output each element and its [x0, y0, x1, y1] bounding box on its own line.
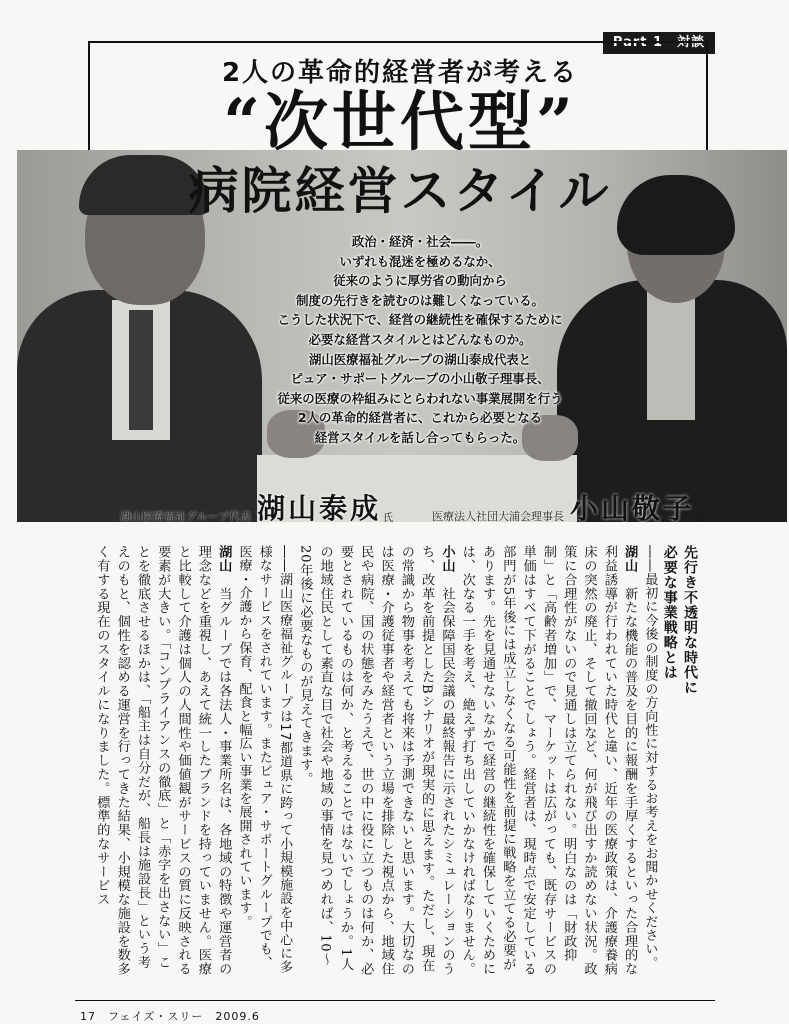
answer-paragraph: [294, 545, 456, 983]
right-caption: [432, 492, 706, 524]
left-caption-org: 湖山医療福祉グループ代表: [120, 510, 252, 523]
lead-line: 従来の医療の枠組みにとらわれない事業展開を行う: [277, 390, 563, 406]
speaker-name: 湖山: [622, 545, 638, 573]
speaker-name: 湖山: [216, 545, 232, 573]
right-person-blouse: [647, 290, 695, 420]
answer-paragraph: [456, 545, 639, 983]
lead-line: ピュア・サポートグループの小山敬子理事長、: [290, 371, 550, 387]
sub-title: 病院経営スタイル: [188, 161, 612, 220]
lead-text: [200, 232, 640, 448]
interview-question: ――最初に今後の制度の方向性に対するお考えをお聞かせください。: [642, 545, 658, 970]
article-body: [88, 545, 700, 983]
lead-line: こうした状況下で、経営の継続性を確保するために: [277, 312, 563, 328]
right-caption-name: 小山敬子: [570, 492, 695, 525]
page-footer: 17 フェイズ・スリー 2009.6: [80, 1010, 260, 1023]
answer-paragraph: [91, 545, 233, 983]
section-heading: 先行き不透明な時代に: [682, 545, 698, 695]
frame-top-rule: [88, 41, 708, 43]
main-title: “次世代型”: [223, 85, 577, 160]
section-heading: 必要な事業戦略とは: [661, 545, 678, 680]
answer-text: 新たな機能の普及を目的に報酬を手厚くするといった合理的な利益誘導が行われていた時代と違い、近年の医療政策は、介護療養病床の突然の廃止、そして撤回など、何が飛び出すか読めない状況。政策に合理性がないので見通しは立てられない。明白なのは「財政抑制」と「高齢者増加」で、マーケットは広がっても、既存サービスの単価はすべて下がることでしょう。経営者は、現時点で安定している部門が5年後には成立しなくなる可能性を前提に戦略を立てる必要があります。先を見通せないなかで経営の継続性を確保していくためには、次なる一手を考え、絶えず打ち出していかなければなりません。: [459, 545, 638, 976]
right-caption-suffix: 氏: [696, 513, 707, 524]
lead-line: 2人の革命的経営者に、これから必要となる: [297, 410, 543, 426]
footer-rule: [75, 1000, 715, 1001]
left-caption-name: 湖山泰成: [257, 492, 382, 525]
lead-line: いずれも混迷を極めるなか、: [339, 253, 501, 269]
answer-text: 当グループでは各法人・事業所名は、各地域の特徴や運営者の理念などを重視し、あえて統一したブランドを持っていません。医療と比較して介護は個人の人間性や価値観がサービスの質に反映される要素が大きい。「コンプライアンスの徹底」と「赤字を出さない」ことを徹底させるほかは、「船主は自分だが、船長は施設長」という考えのもと、個性を認める運営を行ってきた結果、小規模な施設を数多く有する現在のスタイルになりました。標準的なサービス: [94, 545, 232, 976]
lead-line: 政治・経済・社会――。: [351, 234, 489, 249]
answer-text: 社会保障国民会議の最終報告に示されたシミュレーションのうち、改革を前提としたBシナリオが現実的に思えます。ただし、現在の常識から物事を考えても将来は予測できないと思います。大切なのは医療・介護従事者や経営者という立場を排除した視点から、地域住民や病院、国の状態をみたうえで、世の中に役に立つものは何か、必要とされているものは何か、と考えることではないでしょうか。1人の地域住民として素直な目で社会や地域の事情を見つめれば、10～20年後に必要なものが見えてきます。: [297, 545, 455, 976]
lead-line: 従来のように厚労省の動向から: [333, 273, 507, 289]
interview-question: ――湖山医療福祉グループは17都道県に跨って小規模施設を中心に多様なサービスをされています。またピュア・サポートグループでも、医療・介護から保育、配食と幅広い事業を展開されています。: [236, 545, 293, 974]
lead-line: 湖山医療福祉グループの湖山泰成代表と: [308, 351, 532, 367]
lead-line: 制度の先行きを読むのは難しくなっている。: [296, 292, 544, 308]
left-caption: [120, 492, 393, 524]
speaker-name: 小山: [439, 545, 455, 573]
part-tag: [603, 32, 715, 54]
left-person-tie: [129, 310, 153, 430]
lead-line: 経営スタイルを話し合ってもらった。: [314, 429, 526, 445]
right-caption-org: 医療法人社団大浦会理事長: [432, 510, 564, 523]
supertitle: 2人の革命的経営者が考える: [221, 58, 579, 88]
lead-line: 必要な経営スタイルとはどんなものか。: [308, 331, 532, 347]
left-caption-suffix: 氏: [383, 513, 394, 524]
